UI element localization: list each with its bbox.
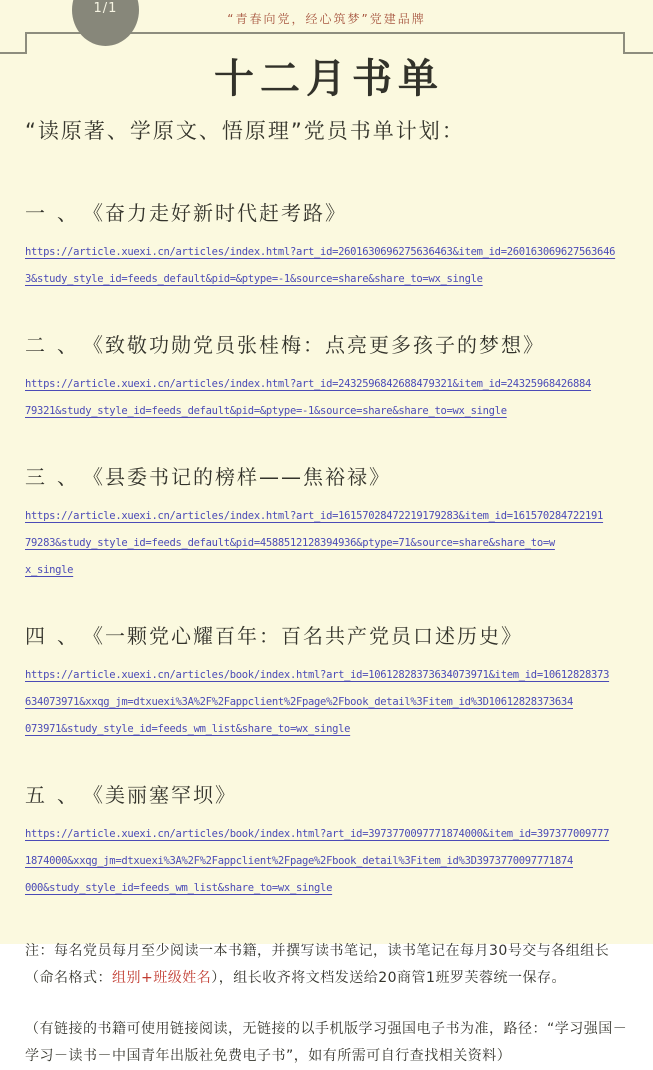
book-item-name: 《一颗党心耀百年：百名共产党员口述历史》 xyxy=(93,624,523,648)
book-item-link-line[interactable]: https://article.xuexi.cn/articles/book/index.html?art_id=10612828373634073971&item_id=10612828373 xyxy=(25,669,610,681)
book-item-link-line[interactable]: 3&study_style_id=feeds_default&pid=&ptype=-1&source=share&share_to=wx_single xyxy=(25,273,483,285)
book-item xyxy=(25,329,633,425)
book-item-link[interactable] xyxy=(25,239,633,293)
book-item-name: 《奋力走好新时代赶考路》 xyxy=(93,201,347,225)
page-subtitle: “读原著、学原文、悟原理”党员书单计划： xyxy=(25,119,465,143)
book-item-link-line[interactable]: 073971&study_style_id=feeds_wm_list&share_to=wx_single xyxy=(25,723,351,735)
book-item-number: 四、 xyxy=(25,624,89,648)
book-item-name: 《县委书记的榜样——焦裕禄》 xyxy=(93,465,391,489)
book-item-name: 《致敬功勋党员张桂梅：点亮更多孩子的梦想》 xyxy=(93,333,545,357)
note-text-suffix: ），组长收齐将文档发送给20商管1班罗芙蓉统一保存。 xyxy=(211,970,566,986)
book-item-number: 一、 xyxy=(25,201,89,225)
header-slogan: “青春向党，经心筑梦”党建品牌 xyxy=(227,12,426,26)
book-item-link-line[interactable]: 79321&study_style_id=feeds_default&pid=&ptype=-1&source=share&share_to=wx_single xyxy=(25,405,507,417)
book-item-title xyxy=(25,779,633,808)
book-item-title xyxy=(25,620,633,649)
note-text-prefix: 注：每名党员每月至少阅读一本书籍，并撰写读书笔记，读书笔记在每月30号交与各组组长（命名格式： xyxy=(25,943,610,986)
book-item-link-line[interactable]: 79283&study_style_id=feeds_default&pid=4588512128394936&ptype=71&source=share&share_to=w xyxy=(25,537,555,549)
book-item-link[interactable] xyxy=(25,662,633,743)
book-item-link-line[interactable]: x_single xyxy=(25,564,74,576)
page-number-label: 1/1 xyxy=(93,1,118,16)
note-paragraph-2: （有链接的书籍可使用链接阅读，无链接的以手机版学习强国电子书为准，路径：“学习强国－学习－读书－中国青年出版社免费电子书”，如有所需可自行查找相关资料） xyxy=(25,1021,628,1064)
page-title: 十二月书单 xyxy=(214,56,444,102)
book-item xyxy=(25,779,633,902)
book-item-link[interactable] xyxy=(25,821,633,902)
book-item-link[interactable] xyxy=(25,503,633,584)
book-item xyxy=(25,620,633,743)
book-item-link-line[interactable]: 000&study_style_id=feeds_wm_list&share_to=wx_single xyxy=(25,882,333,894)
book-item-number: 五、 xyxy=(25,783,89,807)
note-red-highlight: 组别+班级姓名 xyxy=(112,970,212,986)
book-item-title xyxy=(25,197,633,226)
book-item-number: 二、 xyxy=(25,333,89,357)
book-item xyxy=(25,197,633,293)
book-item-title xyxy=(25,461,633,490)
note-paragraph-1 xyxy=(25,938,633,992)
book-list xyxy=(25,197,633,902)
book-item-link-line[interactable]: https://article.xuexi.cn/articles/index.html?art_id=2432596842688479321&item_id=24325968426884 xyxy=(25,378,592,390)
book-item-link[interactable] xyxy=(25,371,633,425)
book-item-number: 三、 xyxy=(25,465,89,489)
book-item-link-line[interactable]: https://article.xuexi.cn/articles/book/index.html?art_id=3973770097771874000&item_id=397377009777 xyxy=(25,828,610,840)
book-item-link-line[interactable]: https://article.xuexi.cn/articles/index.html?art_id=16157028472219179283&item_id=161570284722191 xyxy=(25,510,604,522)
book-item-title xyxy=(25,329,633,358)
book-item-link-line[interactable]: https://article.xuexi.cn/articles/index.html?art_id=2601630696275636463&item_id=260163069627563646 xyxy=(25,246,616,258)
book-item-name: 《美丽塞罕坝》 xyxy=(93,783,237,807)
book-item-link-line[interactable]: 634073971&xxqg_jm=dtxuexi%3A%2F%2Fappclient%2Fpage%2Fbook_detail%3Fitem_id%3D10612828373634 xyxy=(25,696,573,708)
book-item-link-line[interactable]: 1874000&xxqg_jm=dtxuexi%3A%2F%2Fappclient%2Fpage%2Fbook_detail%3Fitem_id%3D3973770097771874 xyxy=(25,855,573,867)
book-item xyxy=(25,461,633,584)
